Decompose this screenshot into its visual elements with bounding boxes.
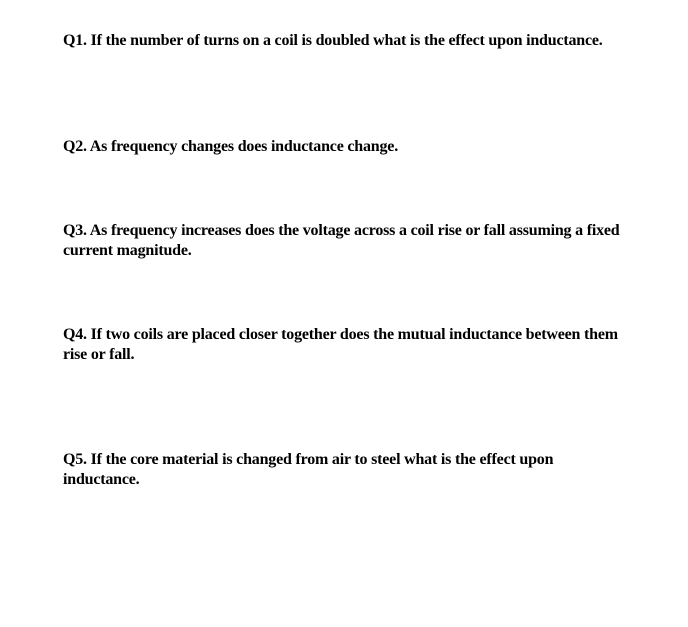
question-5: Q5. If the core material is changed from air to steel what is the effect upon inductance. <box>63 451 554 488</box>
question-2: Q2. As frequency changes does inductance change. <box>63 138 399 155</box>
question-1: Q1. If the number of turns on a coil is doubled what is the effect upon inductance. <box>63 32 603 49</box>
question-4: Q4. If two coils are placed closer together does the mutual inductance between them rise or fall. <box>63 326 618 363</box>
question-3: Q3. As frequency increases does the voltage across a coil rise or fall assuming a fixed current magnitude. <box>63 222 620 259</box>
